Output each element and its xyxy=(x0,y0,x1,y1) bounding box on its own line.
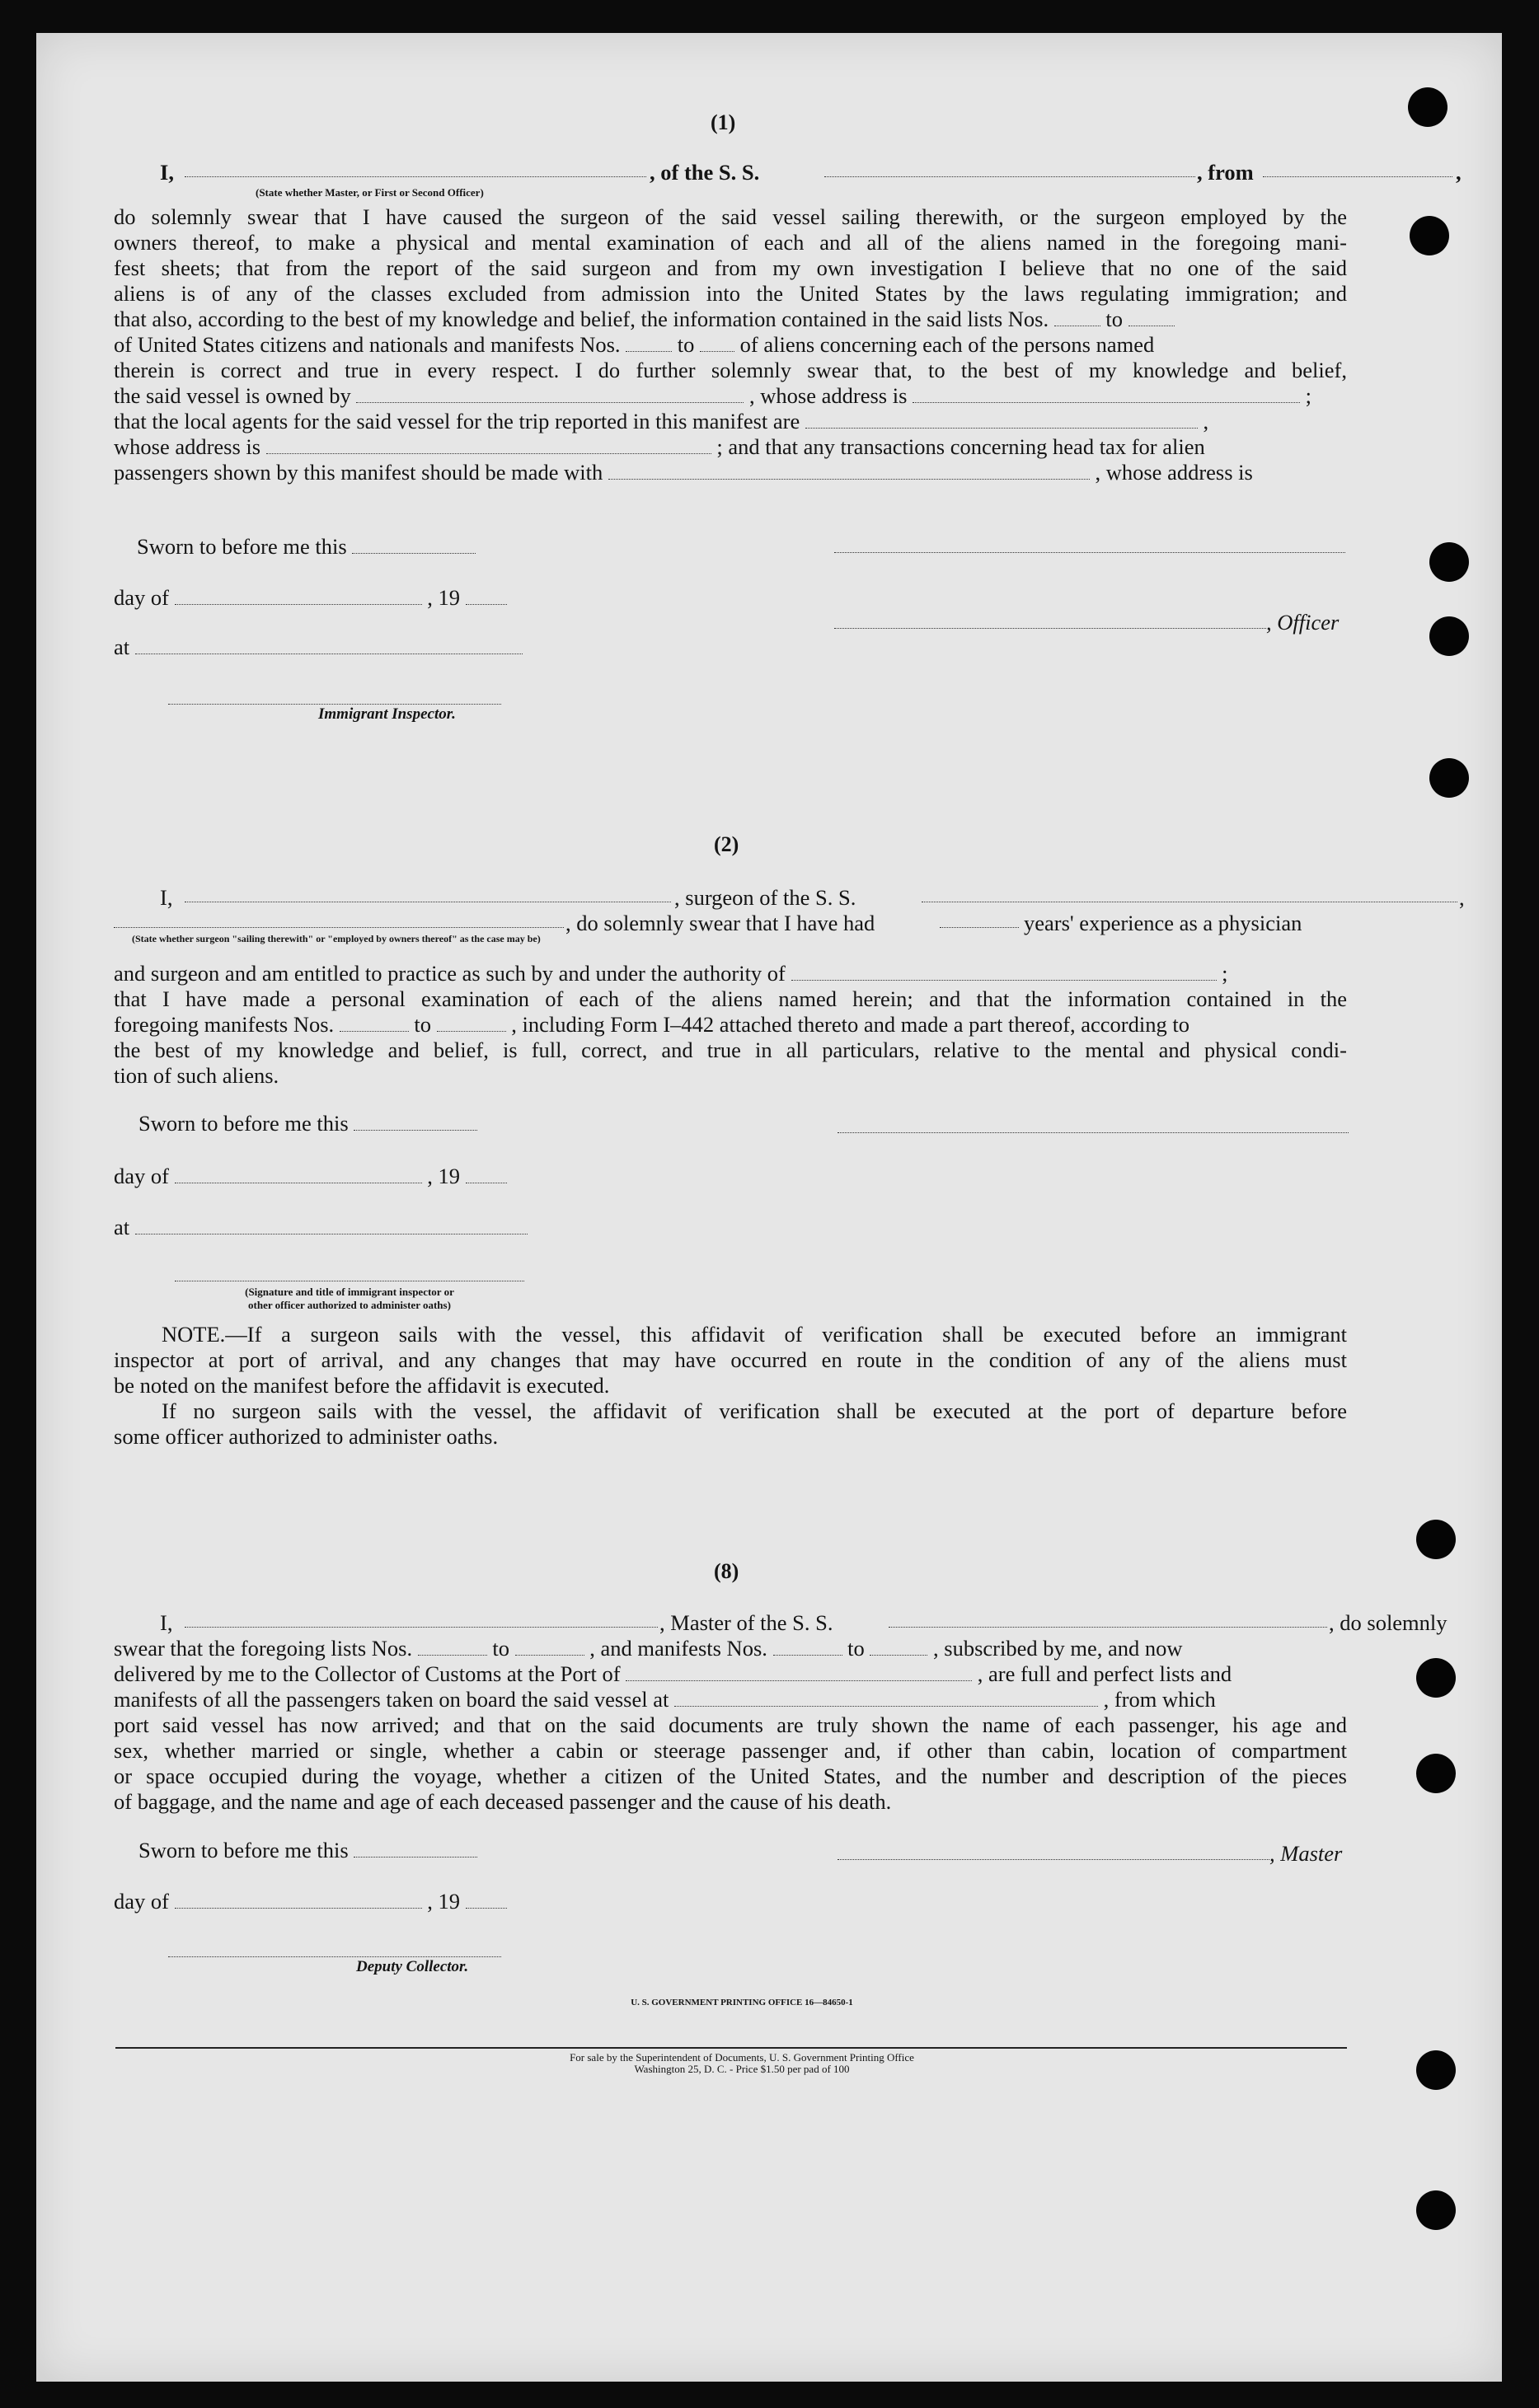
s3-l2-text: swear that the foregoing lists Nos. xyxy=(114,1636,413,1661)
s1-list-from[interactable] xyxy=(1054,309,1100,326)
s2-note2: inspector at port of arrival, and any changes that may have occurred en route in the condition of any of the aliens must xyxy=(114,1347,1347,1372)
s2-sworn-date[interactable] xyxy=(354,1113,477,1131)
s2-ship-field[interactable] xyxy=(922,885,1457,902)
punch-hole xyxy=(1408,87,1448,127)
s3-lists-from[interactable] xyxy=(418,1638,487,1656)
s2-sworn xyxy=(138,1111,551,1136)
s3-master-sig[interactable] xyxy=(838,1858,1269,1860)
punch-hole xyxy=(1416,1658,1456,1698)
s1-semicolon: ; xyxy=(1305,383,1312,408)
s2-years-field[interactable] xyxy=(940,911,1019,928)
s1-passengers: passengers shown by this manifest should be made with xyxy=(114,460,603,485)
printing-office: U. S. GOVERNMENT PRINTING OFFICE 16—84650-1 xyxy=(631,1998,853,2007)
punch-hole xyxy=(1429,758,1469,798)
s1-agents-address[interactable] xyxy=(266,437,711,454)
s2-sigcap-1: (Signature and title of immigrant inspector or xyxy=(245,1286,454,1298)
s2-sailing-field[interactable] xyxy=(114,911,564,928)
s1-dayof-text: day of xyxy=(114,585,169,610)
s2-manifest-from[interactable] xyxy=(340,1014,409,1032)
s1-from-field[interactable] xyxy=(1263,160,1452,177)
s3-sworn-date[interactable] xyxy=(354,1840,477,1858)
s1-p9 xyxy=(114,409,1350,434)
s2-note3: be noted on the manifest before the affidavit is executed. xyxy=(114,1373,610,1398)
s2-do-swear: , do solemnly swear that I have had xyxy=(565,911,875,935)
s2-p3-to: to xyxy=(414,1012,432,1037)
s1-p5-to: to xyxy=(1105,307,1123,331)
s1-p11 xyxy=(114,460,1350,485)
s2-at xyxy=(114,1215,608,1240)
s3-year-field[interactable] xyxy=(466,1891,507,1909)
s3-deputy-label: Deputy Collector. xyxy=(356,1958,469,1975)
s3-l2-rest: , subscribed by me, and now xyxy=(933,1636,1183,1661)
s1-day-field[interactable] xyxy=(175,588,422,605)
s1-owner-address[interactable] xyxy=(913,386,1300,403)
s3-l4-rest: , from which xyxy=(1103,1687,1216,1712)
s2-p2: that I have made a personal examination of each of the aliens named herein; and that the information contained in the xyxy=(114,986,1347,1011)
s2-note5: some officer authorized to administer oaths. xyxy=(114,1424,499,1449)
footer-sale xyxy=(363,2052,1121,2075)
s1-owner-field[interactable] xyxy=(356,386,744,403)
s1-of-ss: , of the S. S. xyxy=(650,160,760,185)
s2-dayof xyxy=(114,1164,608,1189)
s1-p5 xyxy=(114,307,1350,332)
s2-p1 xyxy=(114,961,1350,986)
s3-sworn-text: Sworn to before me this xyxy=(138,1838,349,1862)
s2-p1-text: and surgeon and am entitled to practice as such by and under the authority of xyxy=(114,961,786,986)
s2-year-field[interactable] xyxy=(466,1166,507,1183)
s1-inspector-sig[interactable] xyxy=(168,702,501,705)
s1-at-text: at xyxy=(114,635,130,659)
s3-manifests-from[interactable] xyxy=(773,1638,842,1656)
s3-line8: of baggage, and the name and age of each deceased passenger and the cause of his death. xyxy=(114,1789,892,1814)
s1-officer-label: , Officer xyxy=(1266,610,1340,635)
s2-day-field[interactable] xyxy=(175,1166,422,1183)
s3-lists-to[interactable] xyxy=(515,1638,584,1656)
s2-comma: , xyxy=(1459,885,1465,910)
s1-at-field[interactable] xyxy=(135,637,523,654)
s1-sworn-text: Sworn to before me this xyxy=(137,534,347,559)
s1-head-tax: ; and that any transactions concerning head tax for alien xyxy=(716,434,1205,459)
s1-officer-field[interactable] xyxy=(185,160,646,177)
s3-l2-manifests: , and manifests Nos. xyxy=(589,1636,767,1661)
s2-inspector-sig[interactable] xyxy=(175,1279,524,1281)
s1-note: (State whether Master, or First or Second Officer) xyxy=(256,186,484,199)
section-1-number: (1) xyxy=(711,110,736,134)
s2-sworn-text: Sworn to before me this xyxy=(138,1111,349,1136)
s1-i: I, xyxy=(160,160,174,185)
s1-sworn xyxy=(137,534,549,560)
s3-l2-to2: to xyxy=(847,1636,865,1661)
footer-rule xyxy=(115,2047,1347,2049)
s3-port-departure[interactable] xyxy=(674,1689,1098,1707)
punch-hole xyxy=(1429,616,1469,656)
punch-hole xyxy=(1416,2050,1456,2090)
s1-dayof xyxy=(114,585,608,611)
s2-year: , 19 xyxy=(427,1164,460,1188)
s1-headtax-field[interactable] xyxy=(608,462,1090,480)
s3-line7: or space occupied during the voyage, whether a citizen of the United States, and the number and description of the pieces xyxy=(114,1764,1347,1788)
s2-years: years' experience as a physician xyxy=(1024,911,1302,935)
s2-authority-field[interactable] xyxy=(791,963,1217,981)
s1-officer-sig[interactable] xyxy=(834,626,1266,629)
s1-at xyxy=(114,635,608,660)
s1-p6-text: of United States citizens and nationals and manifests Nos. xyxy=(114,332,621,357)
s2-surgeon-sig[interactable] xyxy=(838,1131,1349,1133)
section-3-number: (8) xyxy=(714,1559,739,1583)
s2-p3-text: foregoing manifests Nos. xyxy=(114,1012,335,1037)
s3-master-of: , Master of the S. S. xyxy=(659,1610,833,1635)
punch-hole xyxy=(1429,542,1469,582)
s1-p7: therein is correct and true in every respect. I do further solemnly swear that, to the best of my knowledge and belief, xyxy=(114,358,1347,382)
s3-collector-sig[interactable] xyxy=(168,1955,501,1957)
s2-note4: If no surgeon sails with the vessel, the affidavit of verification shall be executed at the port of departure before xyxy=(162,1398,1347,1423)
s2-at-text: at xyxy=(114,1215,130,1239)
s2-at-field[interactable] xyxy=(135,1217,528,1234)
s2-sigcap xyxy=(175,1286,524,1312)
s1-p6 xyxy=(114,332,1350,358)
s1-officer-sig-top[interactable] xyxy=(834,550,1345,553)
s2-note: (State whether surgeon "sailing therewith" or "employed by owners thereof" as the case may be) xyxy=(132,933,541,944)
s1-owned-by: the said vessel is owned by xyxy=(114,383,351,408)
s3-port-field[interactable] xyxy=(626,1664,972,1681)
s1-year: , 19 xyxy=(427,585,460,610)
s3-line5: port said vessel has now arrived; and that on the said documents are truly shown the name of each passenger, his age and xyxy=(114,1712,1347,1737)
s3-master-name[interactable] xyxy=(185,1610,658,1628)
s3-line4 xyxy=(114,1687,1350,1712)
s1-p1: do solemnly swear that I have caused the surgeon of the said vessel sailing therewith, or the surgeon employed by the xyxy=(114,204,1347,229)
s3-line2 xyxy=(114,1636,1350,1661)
s1-year-field[interactable] xyxy=(466,588,507,605)
s3-line6: sex, whether married or single, whether a cabin or steerage passenger and, if other than cabin, location of compartment xyxy=(114,1738,1347,1763)
s1-inspector-label: Immigrant Inspector. xyxy=(318,705,456,723)
punch-hole xyxy=(1416,1520,1456,1559)
s2-p1-semi: ; xyxy=(1222,961,1228,986)
s2-p5: tion of such aliens. xyxy=(114,1063,279,1088)
s1-whose-address-2: whose address is xyxy=(114,434,261,459)
s1-from: , from xyxy=(1197,160,1254,185)
s2-dayof-text: day of xyxy=(114,1164,169,1188)
s2-p4: the best of my knowledge and belief, is full, correct, and true in all particulars, relative to the mental and physical condi- xyxy=(114,1038,1347,1062)
section-2-number: (2) xyxy=(714,832,739,856)
s3-l3-rest: , are full and perfect lists and xyxy=(977,1661,1232,1686)
s2-surgeon-name[interactable] xyxy=(185,885,671,902)
punch-hole xyxy=(1410,216,1449,255)
s1-sworn-date[interactable] xyxy=(352,536,476,554)
s3-manifests-to[interactable] xyxy=(870,1638,927,1656)
s1-agents-field[interactable] xyxy=(805,411,1198,429)
s1-manifest-to[interactable] xyxy=(700,335,734,352)
s2-sigcap-2: other officer authorized to administer oaths) xyxy=(248,1299,451,1311)
s2-note1: NOTE.—If a surgeon sails with the vessel, this affidavit of verification shall be executed before an immigrant xyxy=(162,1322,1347,1347)
s1-p8 xyxy=(114,383,1350,409)
s1-manifest-from[interactable] xyxy=(626,335,672,352)
punch-hole xyxy=(1416,1754,1456,1793)
s3-i: I, xyxy=(160,1610,173,1635)
s3-dayof-text: day of xyxy=(114,1889,169,1914)
s3-l4-text: manifests of all the passengers taken on board the said vessel at xyxy=(114,1687,669,1712)
s3-do-solemnly: , do solemnly xyxy=(1329,1610,1448,1635)
s3-master-label: , Master xyxy=(1269,1841,1343,1866)
s2-i: I, xyxy=(160,885,173,910)
s1-comma: , xyxy=(1456,160,1462,185)
s1-local-agents: that the local agents for the said vessel for the trip reported in this manifest are xyxy=(114,409,800,433)
s1-p5-text: that also, according to the best of my knowledge and belief, the information contained in the said lists Nos. xyxy=(114,307,1049,331)
footer-sale-2: Washington 25, D. C. - Price $1.50 per pad of 100 xyxy=(634,2063,850,2075)
s3-sworn xyxy=(138,1838,551,1863)
s1-p4: aliens is of any of the classes excluded from admission into the United States by the laws regulating immigration; and xyxy=(114,281,1347,306)
s1-list-to[interactable] xyxy=(1128,309,1175,326)
s3-line3 xyxy=(114,1661,1350,1687)
s3-l3-text: delivered by me to the Collector of Customs at the Port of xyxy=(114,1661,621,1686)
s1-whose-address-3: , whose address is xyxy=(1095,460,1253,485)
s1-p10 xyxy=(114,434,1350,460)
s3-dayof xyxy=(114,1889,608,1914)
s3-day-field[interactable] xyxy=(175,1891,422,1909)
s1-p3: fest sheets; that from the report of the said surgeon and from my own investigation I believe that no one of the said xyxy=(114,255,1347,280)
s1-p6-to: to xyxy=(677,332,695,357)
s2-manifest-to[interactable] xyxy=(437,1014,506,1032)
s2-surgeon-of: , surgeon of the S. S. xyxy=(674,885,856,910)
s1-ship-field[interactable] xyxy=(824,160,1195,177)
punch-hole xyxy=(1416,2190,1456,2230)
s1-p2: owners thereof, to make a physical and mental examination of each and all of the aliens named in the foregoing mani- xyxy=(114,230,1347,255)
s3-l2-to: to xyxy=(492,1636,509,1661)
s2-p3 xyxy=(114,1012,1350,1038)
s1-whose-address: , whose address is xyxy=(749,383,908,408)
s1-comma2: , xyxy=(1203,409,1209,433)
s3-year: , 19 xyxy=(427,1889,460,1914)
s1-p6-rest: of aliens concerning each of the persons named xyxy=(739,332,1155,357)
s2-p3-rest: , including Form I–442 attached thereto and made a part thereof, according to xyxy=(511,1012,1189,1037)
s3-ship-field[interactable] xyxy=(889,1610,1327,1628)
footer-sale-1: For sale by the Superintendent of Documents, U. S. Government Printing Office xyxy=(570,2051,914,2064)
